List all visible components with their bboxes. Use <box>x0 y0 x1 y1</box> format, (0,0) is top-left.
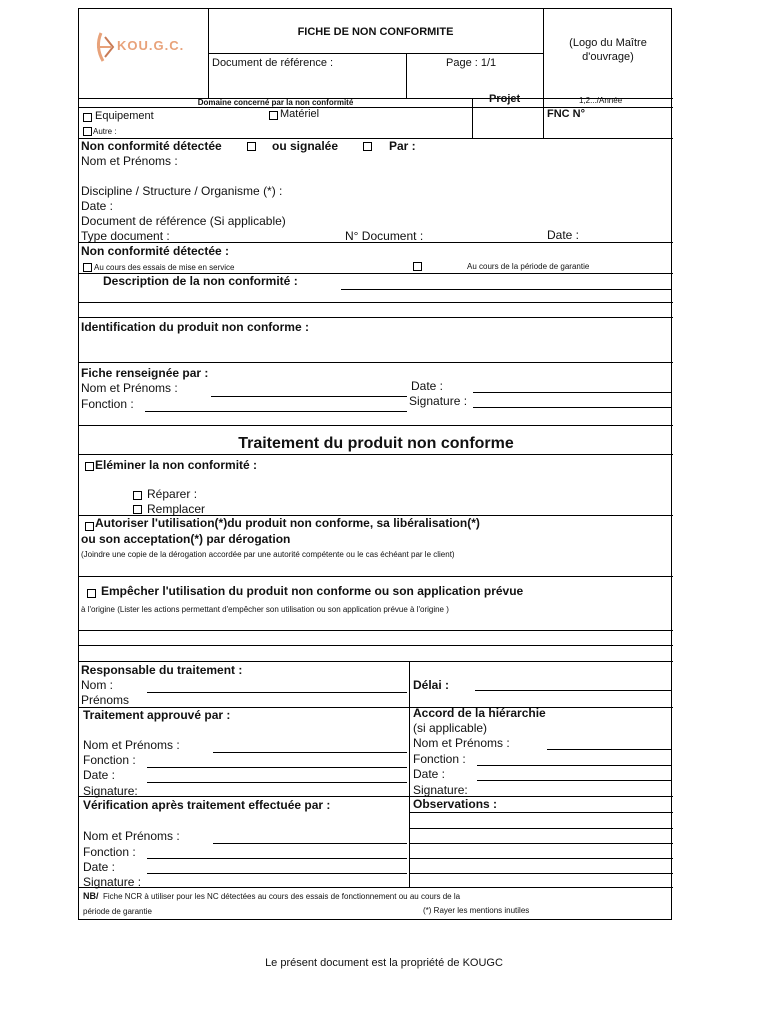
form-title: FICHE DE NON CONFORMITE <box>297 26 454 38</box>
divider <box>79 302 673 303</box>
traitement-title: Traitement du produit non conforme <box>238 435 514 452</box>
divider <box>406 53 407 98</box>
renseignee-signature-line[interactable] <box>473 407 671 408</box>
logo-mo-line2: d'ouvrage) <box>582 51 634 63</box>
divider <box>79 425 673 426</box>
equipement-checkbox[interactable] <box>83 113 92 122</box>
divider <box>79 242 673 243</box>
divider <box>79 362 673 363</box>
responsable-nom-label: Nom : <box>81 678 114 692</box>
page-number: Page : 1/1 <box>446 57 497 69</box>
divider <box>79 317 673 318</box>
empecher-label: Empêcher l'utilisation du produit non conforme ou son application prévue <box>101 584 524 598</box>
hierarchie-date-line[interactable] <box>477 780 671 781</box>
empecher-note: à l'origine (Lister les actions permettant d'empêcher son utilisation ou son application prévue à l'origine ) <box>81 605 449 614</box>
responsable-nom-line[interactable] <box>147 692 407 693</box>
materiel-label: Matériel <box>280 108 320 120</box>
description-label: Description de la non conformité : <box>103 274 298 288</box>
divider <box>79 630 673 631</box>
approuve-label: Traitement approuvé par : <box>83 708 231 722</box>
divider <box>79 645 673 646</box>
divider <box>79 661 673 662</box>
domaine-label: Domaine concerné par la non conformité <box>197 98 354 107</box>
verification-date-label: Date : <box>83 860 116 874</box>
verification-nom-label: Nom et Prénoms : <box>83 829 180 843</box>
autre-label: Autre : <box>93 127 117 136</box>
verification-fonction-label: Fonction : <box>83 845 136 859</box>
footer-ownership: Le présent document est la propriété de KOUGC <box>265 957 503 969</box>
divider <box>409 661 410 887</box>
verification-signature-label: Signature : <box>83 875 142 889</box>
responsable-prenoms-label: Prénoms <box>81 693 130 707</box>
essais-label: Au cours des essais de mise en service <box>94 263 235 272</box>
observations-line[interactable] <box>409 843 673 844</box>
divider <box>79 576 673 577</box>
discipline-label: Discipline / Structure / Organisme (*) : <box>81 184 283 198</box>
divider <box>79 796 673 797</box>
empecher-checkbox[interactable] <box>87 589 96 598</box>
divider <box>208 53 543 54</box>
observations-line[interactable] <box>409 812 673 813</box>
detectee2-label: Non conformité détectée : <box>81 244 230 258</box>
autoriser-line2: ou son acceptation(*) par dérogation <box>81 532 291 546</box>
approuve-date-line[interactable] <box>147 782 407 783</box>
approuve-nom-label: Nom et Prénoms : <box>83 738 180 752</box>
reparer-label: Réparer : <box>147 487 198 501</box>
logo-mo-line1: (Logo du Maître <box>569 37 647 49</box>
hierarchie-date-label: Date : <box>413 767 446 781</box>
approuve-signature-label: Signature: <box>83 784 138 798</box>
renseignee-fonction-line[interactable] <box>145 411 407 412</box>
eliminer-label: Eléminer la non conformité : <box>95 458 258 472</box>
approuve-nom-line[interactable] <box>213 752 407 753</box>
detection-nom-label: Nom et Prénoms : <box>81 154 178 168</box>
observations-line[interactable] <box>409 858 673 859</box>
annee-label: 1,2.../Année <box>579 96 623 105</box>
autoriser-line1: Autoriser l'utilisation(*)du produit non conforme, sa libéralisation(*) <box>95 516 480 530</box>
description-line[interactable] <box>341 289 671 290</box>
divider <box>472 98 473 138</box>
eliminer-checkbox[interactable] <box>85 462 94 471</box>
equipement-label: Equipement <box>95 110 154 122</box>
par-label: Par : <box>389 139 416 153</box>
divider <box>543 98 544 138</box>
detection-date2-label: Date : <box>547 228 580 242</box>
hierarchie-fonction-line[interactable] <box>477 765 671 766</box>
nb-text1: Fiche NCR à utiliser pour les NC détectées au cours des essais de fonctionnement ou au cours de la <box>103 892 461 901</box>
verification-fonction-line[interactable] <box>147 858 407 859</box>
garantie-checkbox[interactable] <box>413 262 422 271</box>
detectee-label: Non conformité détectée <box>81 139 222 153</box>
renseignee-fonction-label: Fonction : <box>81 397 134 411</box>
rayer-note: (*) Rayer les mentions inutiles <box>423 906 530 915</box>
materiel-checkbox[interactable] <box>269 111 278 120</box>
garantie-label: Au cours de la période de garantie <box>467 262 590 271</box>
renseignee-nom-line[interactable] <box>211 396 407 397</box>
delai-line[interactable] <box>475 690 671 691</box>
signalee-label: ou signalée <box>272 139 339 153</box>
verification-label: Vérification après traitement effectuée par : <box>83 798 331 812</box>
nb-text2: période de garantie <box>83 907 152 916</box>
remplacer-label: Remplacer <box>147 502 206 516</box>
detection-date-label: Date : <box>81 199 114 213</box>
reparer-checkbox[interactable] <box>133 491 142 500</box>
responsable-label: Responsable du traitement : <box>81 663 243 677</box>
approuve-fonction-line[interactable] <box>147 767 407 768</box>
essais-checkbox[interactable] <box>83 263 92 272</box>
detectee-checkbox[interactable] <box>247 142 256 151</box>
renseignee-signature-label: Signature : <box>409 394 468 408</box>
type-doc-label: Type document : <box>81 229 170 243</box>
non-conformity-form <box>78 8 672 920</box>
identification-label: Identification du produit non conforme : <box>81 320 309 334</box>
kougc-logo <box>93 27 203 67</box>
hierarchie-nom-label: Nom et Prénoms : <box>413 736 510 750</box>
hierarchie-si-label: (si applicable) <box>413 721 488 735</box>
hierarchie-fonction-label: Fonction : <box>413 752 466 766</box>
renseignee-label: Fiche renseignée par : <box>81 366 209 380</box>
observations-line[interactable] <box>409 873 673 874</box>
renseignee-nom-label: Nom et Prénoms : <box>81 381 178 395</box>
approuve-fonction-label: Fonction : <box>83 753 136 767</box>
observations-line[interactable] <box>409 828 673 829</box>
projet-label: Projet <box>489 93 521 105</box>
autoriser-note: (Joindre une copie de la dérogation accordée par une autorité compétente ou le cas échéant par le client) <box>81 550 455 559</box>
renseignee-date-label: Date : <box>411 379 444 393</box>
delai-label: Délai : <box>413 678 450 692</box>
nb-label: NB/ <box>83 891 99 901</box>
divider <box>79 454 673 455</box>
approuve-date-label: Date : <box>83 768 116 782</box>
doc-ref-applicable-label: Document de référence (Si applicable) <box>81 214 286 228</box>
divider <box>79 887 673 888</box>
logo-text: KOU.G.C. <box>117 38 185 53</box>
observations-label: Observations : <box>413 797 498 811</box>
hierarchie-nom-line[interactable] <box>547 749 671 750</box>
autre-checkbox[interactable] <box>83 127 92 136</box>
verification-nom-line[interactable] <box>213 843 407 844</box>
autoriser-checkbox[interactable] <box>85 522 94 531</box>
hierarchie-label: Accord de la hiérarchie <box>413 706 546 720</box>
signalee-checkbox[interactable] <box>363 142 372 151</box>
verification-date-line[interactable] <box>147 873 407 874</box>
remplacer-checkbox[interactable] <box>133 505 142 514</box>
num-doc-label: N° Document : <box>345 229 424 243</box>
doc-ref-label: Document de référence : <box>212 57 334 69</box>
fnc-label: FNC N° <box>547 108 586 120</box>
renseignee-date-line[interactable] <box>473 392 671 393</box>
hierarchie-signature-label: Signature: <box>413 783 468 797</box>
